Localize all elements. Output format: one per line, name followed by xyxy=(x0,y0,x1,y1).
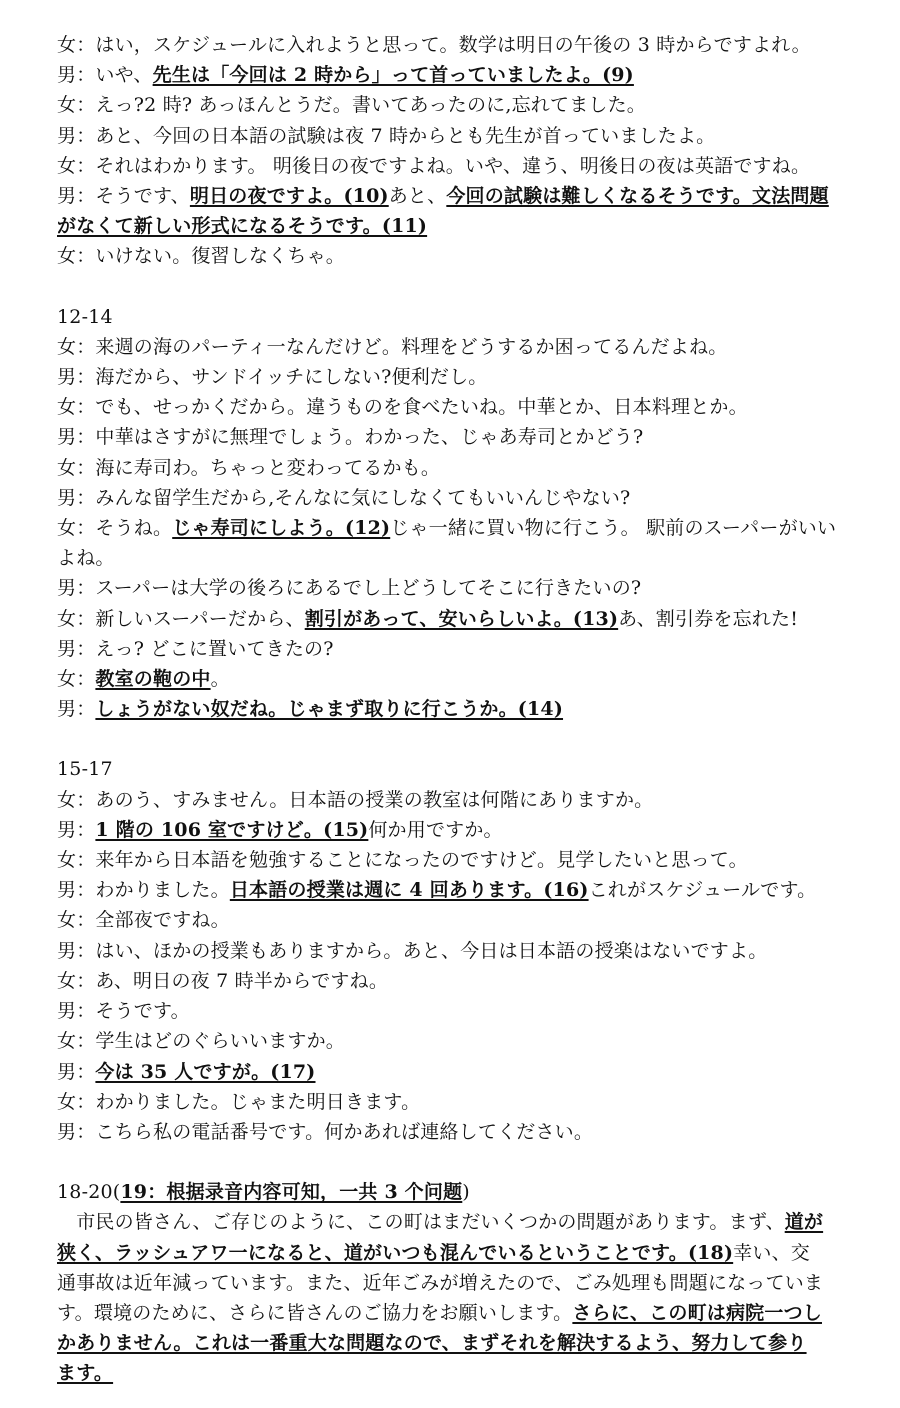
dialogue-line: 男：あと、今回の日本語の試験は夜 7 時からとも先生が首っていましたよ。 xyxy=(57,124,716,147)
answer-underline: 狭く、ラッシュアワ一になると、道がいつも混んでいるということです。(18) xyxy=(57,1241,734,1264)
answer-underline: 19：根据录音内容可知，一共 3 个问题 xyxy=(120,1181,463,1204)
dialogue-line: 男：海だから、サンドイッチにしない?便利だし。 xyxy=(57,366,488,389)
dialogue-line: 女：そうね。じゃ寿司にしよう。(12)じゃ一緒に買い物に行こう。 駅前のスーパーがいい xyxy=(57,517,837,540)
dialogue-line: 男：中華はさすがに無理でしょう。わかった、じゃあ寿司とかどう? xyxy=(57,426,644,449)
dialogue-line xyxy=(57,211,850,241)
section-title: 18-20(19：根据录音内容可知，一共 3 个问题) xyxy=(57,1181,470,1204)
answer-underline: 今回の試験は難しくなるそうです。文法問題 xyxy=(446,185,829,208)
answer-underline: 明日の夜ですよ。(10) xyxy=(189,185,389,208)
dialogue-line: 男：はい、ほかの授業もありますから。あと、今日は日本語の授楽はないですよ。 xyxy=(57,939,768,962)
answer-underline: 今は 35 人ですが。(17) xyxy=(95,1060,316,1083)
dialogue-line: 女：教室の鞄の中。 xyxy=(57,668,230,691)
section-title: 12-14 xyxy=(57,305,113,328)
paragraph-line xyxy=(57,1358,850,1388)
dialogue-line: 女：来週の海のパーティ一なんだけど。料理をどうするか困ってるんだよね。 xyxy=(57,335,728,358)
answer-underline: ます。 xyxy=(57,1362,114,1385)
section-title: 15-17 xyxy=(57,758,113,781)
dialogue-line: 女：海に寿司わ。ちゃっと変わってるかも。 xyxy=(57,456,441,479)
dialogue-line: 女：あのう、すみません。日本語の授業の教室は何階にありますか。 xyxy=(57,788,654,811)
dialogue-line: 男：えっ? どこに置いてきたの? xyxy=(57,637,334,660)
dialogue-line: 女：新しいスーパーだから、割引があって、安いらしいよ。(13)あ、割引券を忘れた! xyxy=(57,607,799,630)
dialogue-line: 女：でも、せっかくだから。違うものを食べたいね。中華とか、日本料理とか。 xyxy=(57,396,748,419)
paragraph-line: 通事故は近年減っています。また、近年ごみが増えたので、ごみ処理も問題になっていま xyxy=(57,1271,824,1294)
dialogue-line: 男：そうです。 xyxy=(57,1000,190,1023)
paragraph-line: 市民の皆さん、ご存じのように、この町はまだいくつかの問題があります。まず、道が xyxy=(57,1211,824,1234)
dialogue-line: 男：こちら私の電話番号です。何かあれば連絡してください。 xyxy=(57,1120,594,1143)
dialogue-line: 男：わかりました。日本語の授業は週に 4 回あります。(16)これがスケジュールです。 xyxy=(57,879,817,902)
dialogue-line: 男：いや、先生は「今回は 2 時から」って首っていましたよ。(9) xyxy=(57,64,634,87)
answer-underline: 教室の鞄の中 xyxy=(95,668,211,691)
paragraph-line: す。環境のために、さらに皆さんのご協力をお願いします。さらに、この町は病院一つし xyxy=(57,1301,822,1324)
answer-underline: 1 階の 106 室ですけど。(15) xyxy=(95,818,369,841)
dialogue-line: 男：みんな留学生だから,そんなに気にしなくてもいいんじやない? xyxy=(57,486,631,509)
spacer xyxy=(57,272,850,302)
paragraph-line: 狭く、ラッシュアワ一になると、道がいつも混んでいるということです。(18)幸い、交 xyxy=(57,1241,810,1264)
dialogue-line: 女：学生はどのぐらいいますか。 xyxy=(57,1030,346,1053)
dialogue-line: 女：あ、明日の夜 7 時半からですね。 xyxy=(57,969,389,992)
answer-underline: 先生は「今回は 2 時から」って首っていましたよ。(9) xyxy=(152,64,634,87)
answer-underline: しょうがない奴だね。じゃまず取りに行こうか。(14) xyxy=(95,698,564,721)
dialogue-line: 女：全部夜ですね。 xyxy=(57,909,230,932)
answer-underline: 日本語の授業は週に 4 回あります。(16) xyxy=(229,879,589,902)
answer-underline: 道が xyxy=(784,1211,824,1234)
spacer xyxy=(57,724,850,754)
dialogue-line: 女：はい，スケジュールに入れようと思って。数学は明日の午後の 3 時からですよれ。 xyxy=(57,34,811,56)
answer-underline: じゃ寿司にしよう。(12) xyxy=(172,517,391,540)
spacer xyxy=(57,1147,850,1177)
dialogue-line: 女：いけない。復習しなくちゃ。 xyxy=(57,245,346,268)
dialogue-line: 男：そうです、明日の夜ですよ。(10)あと、今回の試験は難しくなるそうです。文法問題 xyxy=(57,185,829,208)
dialogue-line: 女：わかりました。じゃまた明日きます。 xyxy=(57,1090,421,1113)
dialogue-line: 女：来年から日本語を勉強することになったのですけど。見学したいと思って。 xyxy=(57,849,748,872)
answer-underline: さらに、この町は病院一つし xyxy=(572,1301,822,1324)
dialogue-line: 男：1 階の 106 室ですけど。(15)何か用ですか。 xyxy=(57,818,503,841)
dialogue-line: 男：しょうがない奴だね。じゃまず取りに行こうか。(14) xyxy=(57,698,564,721)
answer-underline: かありません。これは一番重大な問題なので、まずそれを解決するよう、努力して参り xyxy=(57,1332,807,1355)
dialogue-line: よね。 xyxy=(57,547,115,570)
dialogue-line: 女：えっ?2 時? あっほんとうだ。書いてあったのに,忘れてました。 xyxy=(57,94,647,117)
paragraph-line xyxy=(57,1328,850,1358)
answer-underline: がなくて新しい形式になるそうです。(11) xyxy=(57,215,428,238)
dialogue-line: 男：今は 35 人ですが。(17) xyxy=(57,1060,316,1083)
dialogue-line: 女：それはわかります。 明後日の夜ですよね。いや、違う、明後日の夜は英語ですね。 xyxy=(57,154,811,177)
answer-underline: 割引があって、安いらしいよ。(13) xyxy=(304,607,619,630)
dialogue-line: 男：スーパーは大学の後ろにあるでし上どうしてそこに行きたいの? xyxy=(57,577,642,600)
